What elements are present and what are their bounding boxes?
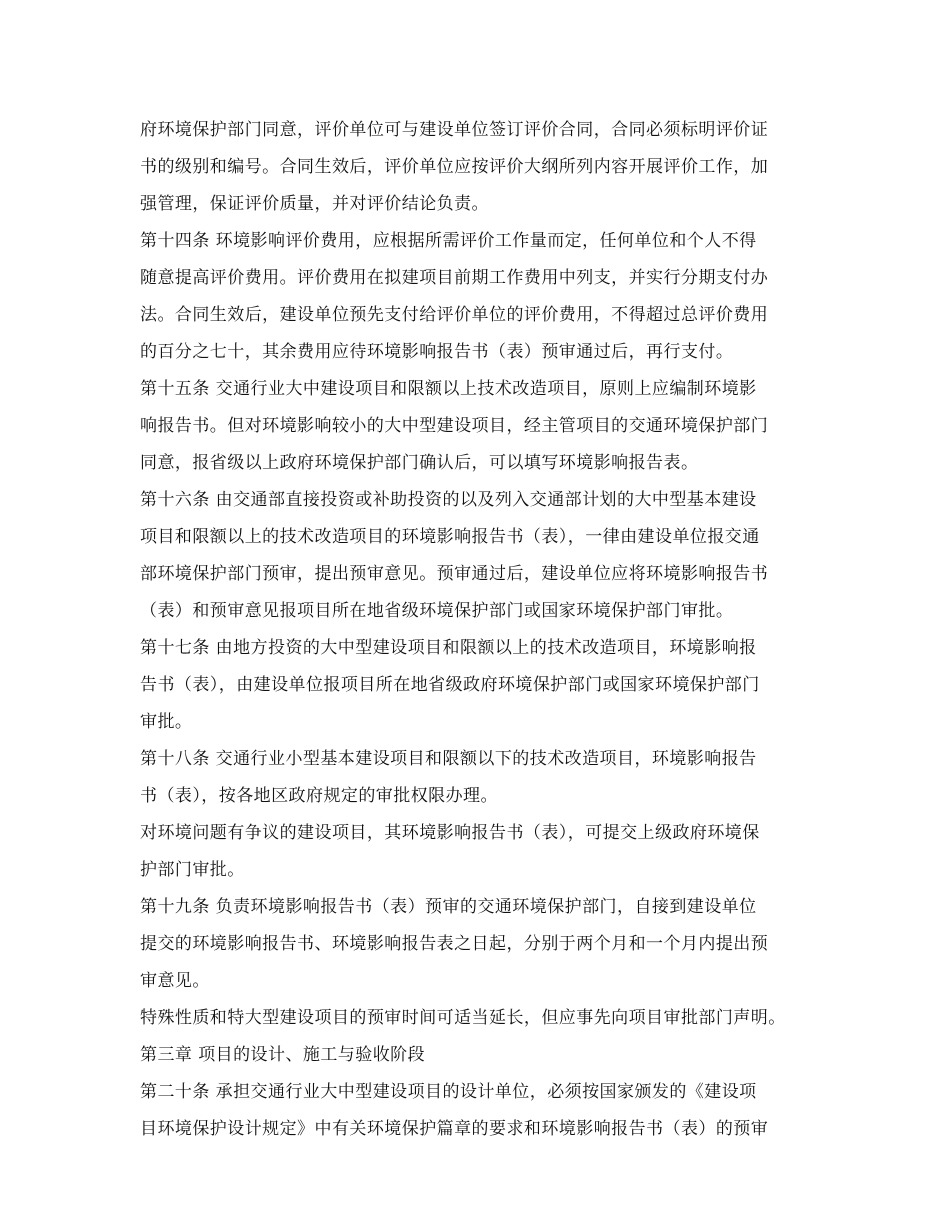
text-line: 护部门审批。: [140, 860, 245, 880]
text-line: 第十五条 交通行业大中建设项目和限额以上技术改造项目，原则上应编制环境影: [140, 379, 757, 399]
text-line: 第十七条 由地方投资的大中型建设项目和限额以上的技术改造项目，环境影响报: [140, 638, 757, 658]
text-line: 审意见。: [140, 971, 210, 991]
text-line: 审批。: [140, 712, 193, 732]
text-line: 法。合同生效后，建设单位预先支付给评价单位的评价费用，不得超过总评价费用: [140, 305, 769, 325]
text-line: 项目和限额以上的技术改造项目的环境影响报告书（表），一律由建设单位报交通: [140, 527, 760, 547]
text-line: （表）和预审意见报项目所在地省级环境保护部门或国家环境保护部门审批。: [140, 601, 734, 621]
text-line: 对环境问题有争议的建设项目，其环境影响报告书（表），可提交上级政府环境保: [140, 823, 760, 843]
text-line: 目环境保护设计规定》中有关环境保护篇章的要求和环境影响报告书（表）的预审: [140, 1119, 769, 1139]
text-line: 第十八条 交通行业小型基本建设项目和限额以下的技术改造项目，环境影响报告: [140, 749, 757, 769]
text-line: 随意提高评价费用。评价费用在拟建项目前期工作费用中列支，并实行分期支付办: [140, 268, 769, 288]
text-line: 同意，报省级以上政府环境保护部门确认后，可以填写环境影响报告表。: [140, 453, 699, 473]
text-line: 第十四条 环境影响评价费用，应根据所需评价工作量而定，任何单位和个人不得: [140, 231, 757, 251]
text-line: 的百分之七十，其余费用应待环境影响报告书（表）预审通过后，再行支付。: [140, 342, 734, 362]
text-line: 第十六条 由交通部直接投资或补助投资的以及列入交通部计划的大中型基本建设: [140, 490, 757, 510]
text-line: 强管理，保证评价质量，并对评价结论负责。: [140, 194, 489, 214]
text-line: 书（表），按各地区政府规定的审批权限办理。: [140, 786, 498, 806]
text-line: 书的级别和编号。合同生效后，评价单位应按评价大纲所列内容开展评价工作，加: [140, 157, 769, 177]
text-line: 提交的环境影响报告书、环境影响报告表之日起，分别于两个月和一个月内提出预: [140, 934, 769, 954]
text-line: 特殊性质和特大型建设项目的预审时间可适当延长，但应事先向项目审批部门声明。: [140, 1008, 786, 1028]
text-line: 响报告书。但对环境影响较小的大中型建设项目，经主管项目的交通环境保护部门: [140, 416, 769, 436]
text-line: 部环境保护部门预审，提出预审意见。预审通过后，建设单位应将环境影响报告书: [140, 564, 769, 584]
text-line: 府环境保护部门同意，评价单位可与建设单位签订评价合同，合同必须标明评价证: [140, 120, 769, 140]
text-line: 第二十条 承担交通行业大中型建设项目的设计单位，必须按国家颁发的《建设项: [140, 1082, 757, 1102]
text-line: 告书（表），由建设单位报项目所在地省级政府环境保护部门或国家环境保护部门: [140, 675, 760, 695]
text-line: 第三章 项目的设计、施工与验收阶段: [140, 1045, 426, 1065]
text-line: 第十九条 负责环境影响报告书（表）预审的交通环境保护部门，自接到建设单位: [140, 897, 757, 917]
